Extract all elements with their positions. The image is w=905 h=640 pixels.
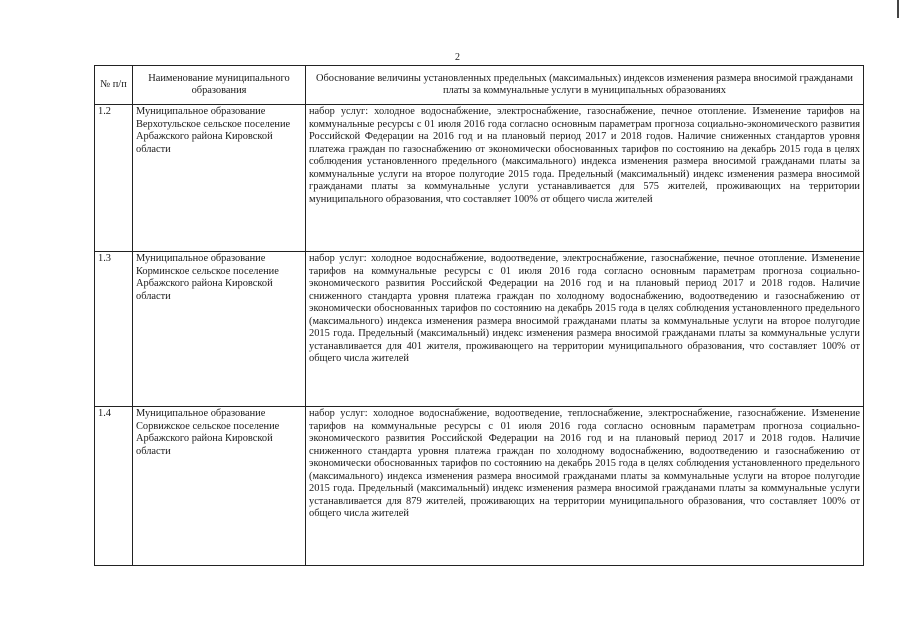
scan-edge-mark <box>897 0 899 18</box>
row-number: 1.4 <box>95 407 133 566</box>
row-municipality-name: Муниципальное образование Верхотульское сельское поселение Арбажского района Кировской области <box>133 105 306 252</box>
row-municipality-name: Муниципальное образование Корминское сельское поселение Арбажского района Кировской области <box>133 252 306 407</box>
row-number: 1.3 <box>95 252 133 407</box>
row-justification: набор услуг: холодное водоснабжение, водоотведение, электроснабжение, газоснабжение, печное отопление. Изменение тарифов на коммунальные ресурсы с 01 июля 2016 года согласно основным параметрам прогноза социально-экономического развития Российской Федерации на 2016 год и на плановый период 2017 и 2018 годов. Наличие сниженного стандарта уровня платежа граждан по холодному водоснабжению, водоотведению и газоснабжению от экономически обоснованных тарифов по состоянию на декабрь 2015 года в целях соблюдения установленного предельного (максимального) индекса изменения размера вносимой гражданами платы за коммунальные услуги на второе полугодие 2015 года. Предельный (максимальный) индекс изменения размера вносимой гражданами платы за коммунальные услуги устанавливается для 401 жителя, проживающего на территории муниципального образования, что составляет 100% от общего числа жителей <box>306 252 864 407</box>
row-municipality-name: Муниципальное образование Сорвижское сельское поселение Арбажского района Кировской области <box>133 407 306 566</box>
row-number: 1.2 <box>95 105 133 252</box>
table-row <box>95 252 864 407</box>
table-row <box>95 105 864 252</box>
row-justification: набор услуг: холодное водоснабжение, водоотведение, теплоснабжение, электроснабжение, газоснабжение. Изменение тарифов на коммунальные ресурсы с 01 июля 2016 года согласно основным параметрам прогноза социально-экономического развития Российской Федерации на 2016 год и на плановый период 2017 и 2018 годов. Наличие сниженного стандарта уровня платежа граждан по холодному водоснабжению, водоотведению и газоснабжению от экономически обоснованных тарифов по состоянию на декабрь 2015 года в целях соблюдения установленного предельного (максимального) индекса изменения размера вносимой гражданами платы за коммунальные услуги на второе полугодие 2015 года. Предельный (максимальный) индекс изменения размера вносимой гражданами платы за коммунальные услуги устанавливается для 879 жителей, проживающих на территории муниципального образования, что составляет 100% от общего числа жителей <box>306 407 864 566</box>
header-number: № п/п <box>95 66 133 105</box>
row-justification: набор услуг: холодное водоснабжение, электроснабжение, газоснабжение, печное отопление. Изменение тарифов на коммунальные ресурсы с 01 июля 2016 года согласно основным параметрам прогноза социально-экономического развития Российской Федерации на 2016 год и на плановый период 2017 и 2018 годов. Наличие сниженных стандартов уровня платежа граждан по газоснабжению от экономически обоснованных тарифов по состоянию на декабрь 2015 года в целях соблюдения установленного предельного (максимального) индекса изменения размера вносимой гражданами платы за коммунальные услуги на второе полугодие 2015 года. Предельный (максимальный) индекс изменения размера вносимой гражданами платы за коммунальные услуги устанавливается для 575 жителей, проживающих на территории муниципального образования, что составляет 100% от общего числа жителей <box>306 105 864 252</box>
table-row <box>95 407 864 566</box>
page-number: 2 <box>455 52 460 63</box>
table-header-row <box>95 66 864 105</box>
header-municipality-name: Наименование муниципального образования <box>133 66 306 105</box>
index-justification-table <box>94 65 864 566</box>
header-justification: Обоснование величины установленных предельных (максимальных) индексов изменения размера вносимой гражданами платы за коммунальные услуги в муниципальных образованиях <box>306 66 864 105</box>
